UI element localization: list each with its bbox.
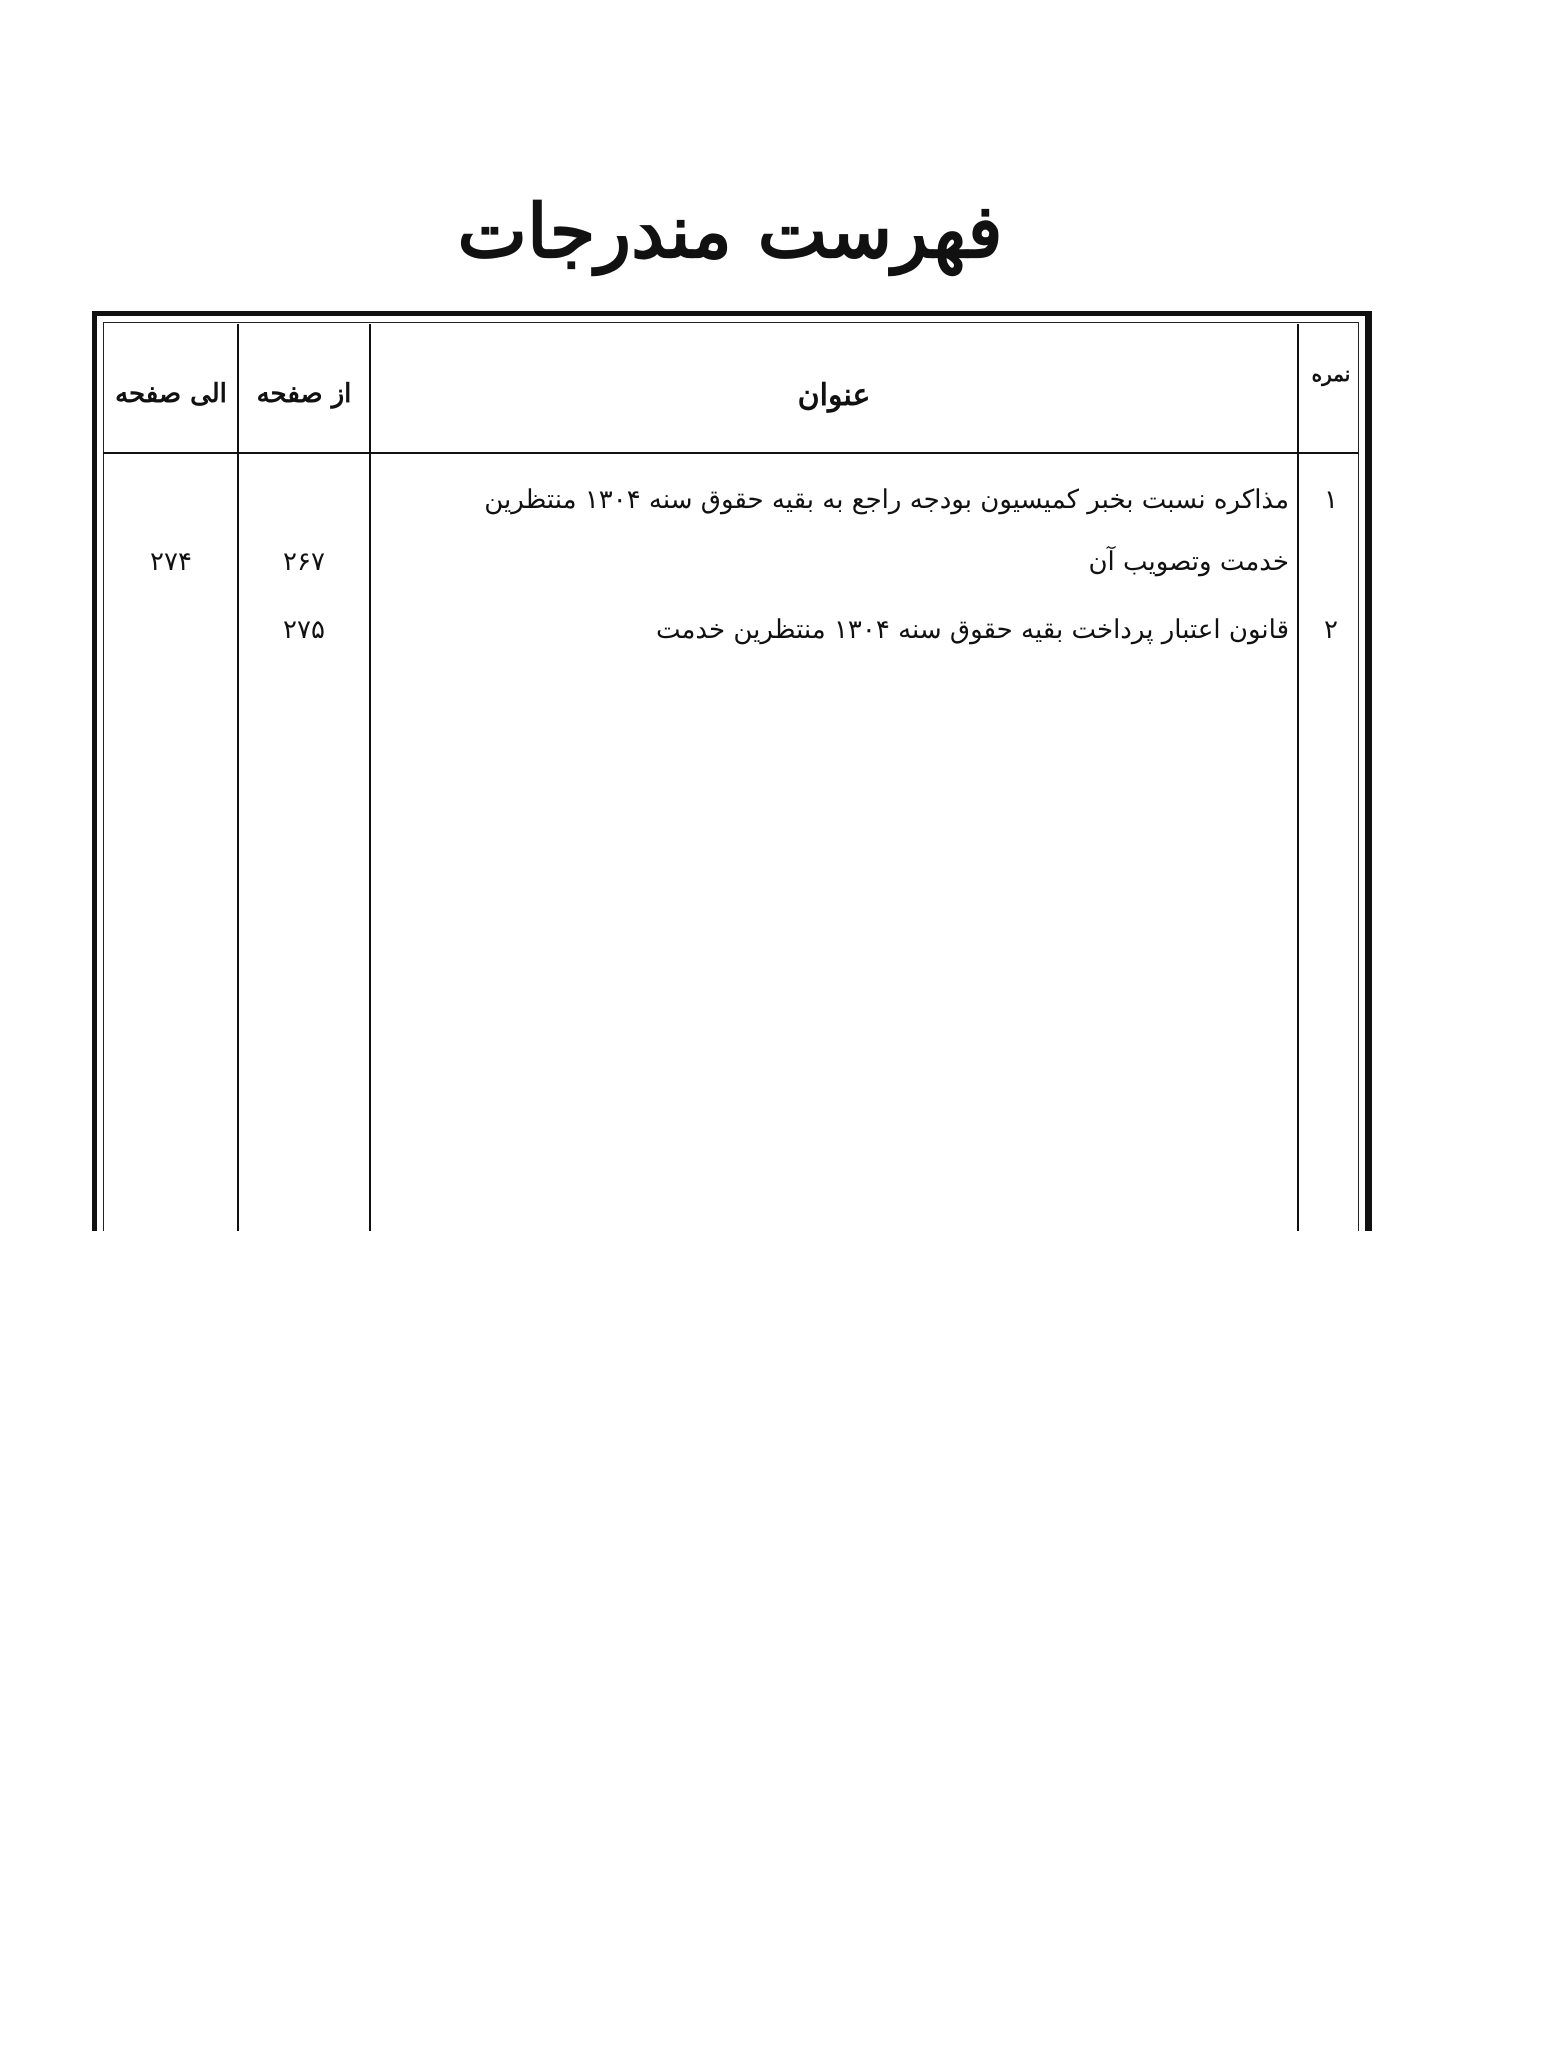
column-divider-from-title xyxy=(369,324,371,1231)
table-inner-right-rule xyxy=(1358,322,1359,1231)
column-divider-title-number xyxy=(1297,324,1299,1231)
row-2-title-line-1: قانون اعتبار پرداخت بقیه حقوق سنه ۱۳۰۴ منتظرین خدمت xyxy=(655,615,1289,645)
header-to-page: الی صفحه xyxy=(115,379,227,409)
row-1-to-page: ۲۷۴ xyxy=(150,547,192,577)
header-title: عنوان xyxy=(797,378,871,413)
table-inner-top-rule xyxy=(103,322,1359,323)
table-inner-left-rule xyxy=(103,322,104,1231)
row-1-from-page: ۲۶۷ xyxy=(283,547,325,577)
row-1-title-line-1: مذاکره نسبت بخبر کمیسیون بودجه راجع به بقیه حقوق سنه ۱۳۰۴ منتظرین xyxy=(484,485,1289,515)
header-divider xyxy=(103,452,1359,454)
row-2-number: ۲ xyxy=(1324,615,1338,645)
page-title: فهرست مندرجات xyxy=(457,189,1003,275)
row-1-title-line-2: خدمت وتصویب آن xyxy=(1088,547,1289,577)
row-2-from-page: ۲۷۵ xyxy=(283,615,325,645)
column-divider-to-from xyxy=(237,324,239,1231)
row-1-number: ۱ xyxy=(1324,485,1338,515)
header-number: نمره xyxy=(1311,362,1351,386)
contents-table xyxy=(92,311,1372,1231)
header-from-page: از صفحه xyxy=(256,379,352,409)
